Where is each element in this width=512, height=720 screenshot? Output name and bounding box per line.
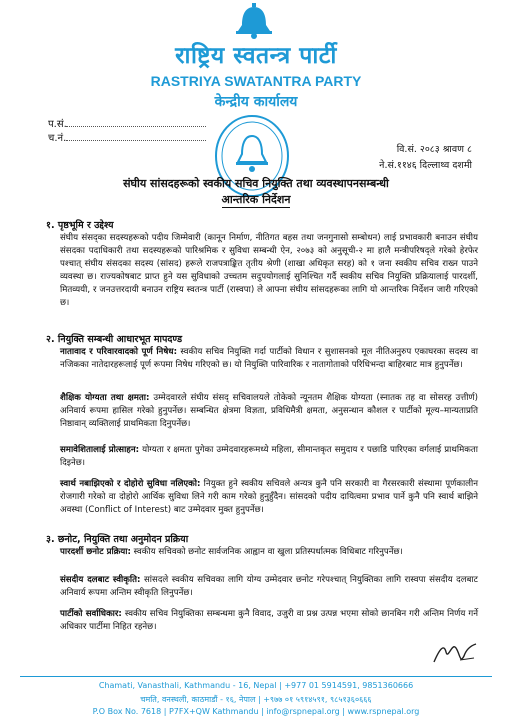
- process-transparent-selection: [60, 546, 478, 559]
- process-transparent-title: पारदर्शी छनोट प्रक्रिया:: [60, 547, 131, 557]
- ref-chalani-label: च.नं.: [48, 133, 67, 144]
- bell-icon: [232, 3, 276, 39]
- criterion-inclusion-text: योग्यता र क्षमता पुगेका उम्मेदवारहरूमध्ये महिला, सीमान्तकृत समुदाय र पछाडि पारिएका वर्गलाई प्राथमिकता दिइनेछ।: [60, 445, 478, 468]
- footer-address-english: Chamati, Vanasthali, Kathmandu - 16, Nepal | +977 01 5914591, 9851360666: [98, 681, 414, 690]
- document-subtitle: [0, 192, 512, 207]
- process-authority-text: स्वकीय सचिव नियुक्तिका सम्बन्धमा कुनै विवाद, उजुरी वा प्रश्न उत्पन्न भएमा सोको छानबिन गरी अन्तिम निर्णय गर्ने अधिकार पार्टीमा निहित रहनेछ।: [60, 609, 478, 632]
- criterion-nepotism-text: स्वकीय सचिव नियुक्ति गर्दा पार्टीको विधान र सुशासनको मूल नीतिअनुरुप एकाघरका सदस्य वा नजिकका नातेदारहरूलाई पूर्ण रूपमा निषेध गरिएको छ। यो नियुक्ति पारिवारिक र नातागोताको परिधिभन्दा बाहिरबाट मात्र हुनुपर्नेछ।: [60, 347, 478, 370]
- criterion-qualification: [60, 392, 478, 431]
- criterion-conflict-title: स्वार्थ नबाझिएको र दोहोरो सुविधा नलिएको:: [60, 479, 201, 489]
- party-name-english: RASTRIYA SWATANTRA PARTY: [150, 73, 362, 89]
- document-title: संघीय सांसदहरूको स्वकीय सचिव नियुक्ति तथा व्यवस्थापनसम्बन्धी: [123, 177, 389, 190]
- footer-contact: P.O Box No. 7618 | P7FX+QW Kathmandu | info@rspnepal.org | www.rspnepal.org: [92, 707, 420, 716]
- footer-divider: [20, 676, 492, 677]
- process-approval-text: सांसदले स्वकीय सचिवका लागि योग्य उम्मेदवार छनोट गरेपश्चात् नियुक्तिका लागि रास्वपा संसदीय दलबाट अनिवार्य रूपमा अन्तिम स्वीकृति लिनुपर्नेछ।: [60, 575, 478, 598]
- ref-patra-label: प.सं.: [48, 119, 67, 130]
- criterion-inclusion-title: समावेशितालाई प्रोत्साहन:: [60, 445, 140, 455]
- section-heading-2: २. नियुक्ति सम्बन्धी आधारभूत मापदण्ड: [46, 334, 183, 345]
- criterion-nepotism-title: नातावाद र परिवारवादको पूर्ण निषेध:: [60, 347, 178, 357]
- footer-address-nepali: चमति, वनस्थली, काठमाडौं - १६, नेपाल | +९७७ ०१ ५९१४५९१, ९८५१३६०६६६: [140, 695, 372, 704]
- process-authority-title: पार्टीको सर्वाधिकार:: [60, 609, 122, 619]
- document-subtitle-text: आन्तरिक निर्देशन: [221, 193, 291, 206]
- process-approval-title: संसदीय दलबाट स्वीकृति:: [60, 575, 141, 585]
- process-party-authority: [60, 608, 478, 634]
- criterion-conflict-text: नियुक्त हुने स्वकीय सचिवले अन्यत्र कुनै पनि सरकारी वा गैरसरकारी संस्थामा पूर्णकालीन रोजगारी गरेको वा दोहोरो आर्थिक सुविधा लिने गरी काम गरेको हुनुहुँदैन। सांसदको पदीय दायित्वमा प्रभाव पार्ने कुनै पनि स्वार्थ बाझिने अवस्था (Conflict of Interest) बाट उम्मेदवार मुक्त हुनुपर्नेछ।: [60, 479, 478, 515]
- section-1-paragraph: संघीय संसद्का सदस्यहरूको पदीय जिम्मेवारी (कानून निर्माण, नीतिगत बहस तथा जनगुनासो सम्बोधन) लाई प्रभावकारी बनाउन संघीय संसदका पदाधिकारी तथा सदस्यहरूको पारिश्रमिक र सुविधा सम्बन्धी ऐन, २०७३ को अनुसूची-२ मा हालै मन्त्रीपरिषद्ले गरेको हेरफेर पश्चात् संघीय संसदका सदस्य (सांसद) हरूले राजपत्राङ्कित तृतीय श्रेणी (शाखा अधिकृत सरह) को १ जना स्वकीय सचिव राख्न पाउने व्यवस्था छ। राज्यकोषबाट प्राप्त हुने यस सुविधाको उच्चतम सदुपयोगलाई सुनिश्चित गर्दै स्वकीय सचिव नियुक्ति प्रक्रियालाई पारदर्शी, मितव्ययी, र जनउत्तरदायी बनाउन राष्ट्रिय स्वतन्त्र पार्टी (रास्वपा) ले आफ्ना संघीय सांसदहरूका लागि यो आन्तरिक निर्देशन जारी गरिएको छ।: [60, 233, 478, 308]
- office-name: केन्द्रीय कार्यालय: [214, 94, 298, 110]
- criterion-conflict-of-interest: [60, 478, 478, 517]
- criterion-nepotism: [60, 346, 478, 372]
- criterion-qualification-text: उम्मेदवारले संघीय संसद् सचिवालयले तोकेको न्यूनतम शैक्षिक योग्यता (स्नातक तह वा सोसरह उत्तीर्ण) अनिवार्य रूपमा हासिल गरेको हुनुपर्नेछ। सम्बन्धित क्षेत्रमा विज्ञता, प्रविधिमैत्री क्षमता, अनुसन्धान कौशल र पार्टीको मूल्य–मान्यताप्रति निष्ठावान् व्यक्तिलाई प्राथमिकता दिनुपर्नेछ।: [60, 393, 478, 429]
- ref-patra-line: [66, 126, 206, 127]
- date-bikram-sambat: वि.सं. २०८३ श्रावण ८: [396, 144, 472, 155]
- process-party-approval: [60, 574, 478, 600]
- date-nepal-sambat: ने.सं.११४६ दिल्लाथ्व दशमी: [379, 160, 472, 171]
- criterion-qualification-title: शैक्षिक योग्यता तथा क्षमता:: [60, 393, 150, 403]
- process-transparent-text: स्वकीय सचिवको छनोट सार्वजनिक आह्वान वा खुला प्रतिस्पर्धात्मक विधिबाट गरिनुपर्नेछ।: [130, 547, 403, 557]
- signature: [430, 638, 480, 668]
- section-heading-3: ३. छनोट, नियुक्ति तथा अनुमोदन प्रक्रिया: [46, 534, 189, 545]
- section-heading-1: १. पृष्ठभूमि र उद्देश्य: [46, 220, 114, 231]
- criterion-inclusion: [60, 444, 478, 470]
- ref-chalani-line: [66, 140, 206, 141]
- party-name-nepali: राष्ट्रिय स्वतन्त्र पार्टी: [175, 43, 337, 69]
